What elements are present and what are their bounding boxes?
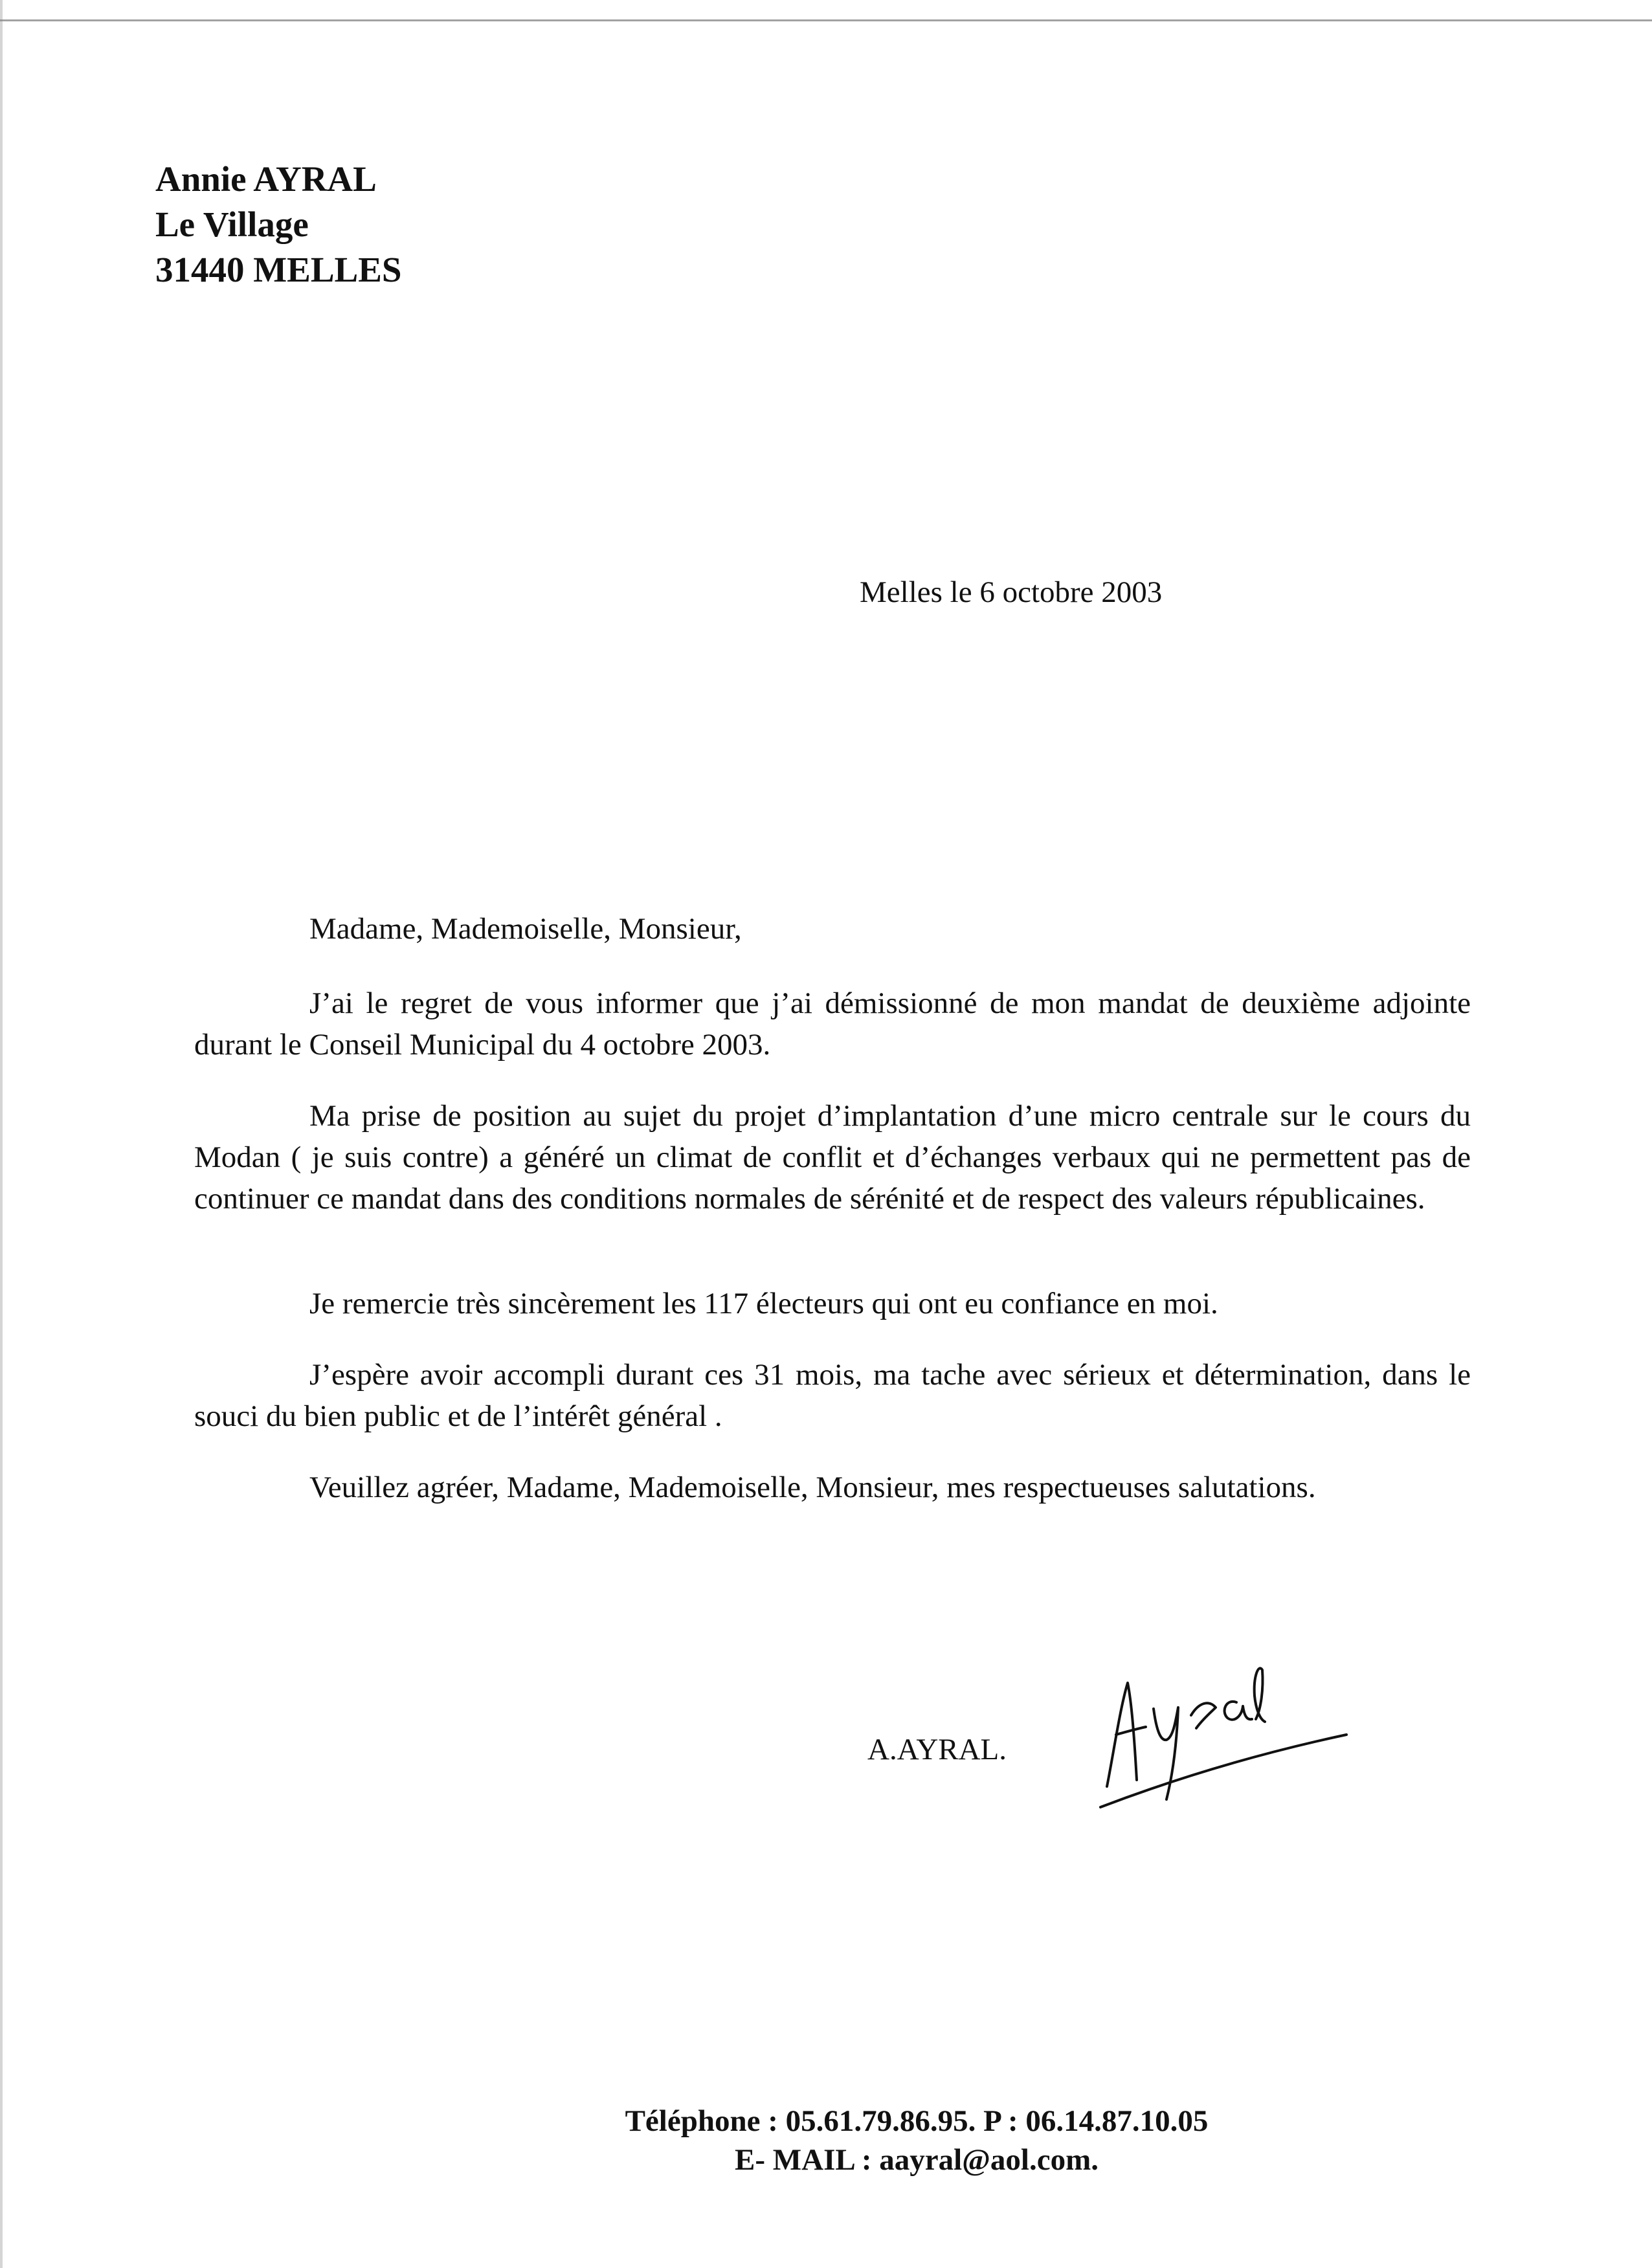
body-paragraph: J’espère avoir accompli durant ces 31 mois, ma tache avec sérieux et détermination, dans le souci du bien public et de l’intérêt général . <box>194 1358 1471 1433</box>
sender-address-line1: Le Village <box>155 205 309 244</box>
sender-name: Annie AYRAL <box>155 159 377 199</box>
letter-date: Melles le 6 octobre 2003 <box>860 575 1163 609</box>
scan-edge-left <box>0 0 3 2268</box>
salutation: Madame, Mademoiselle, Monsieur, <box>309 912 742 946</box>
sender-address-line2: 31440 MELLES <box>155 250 402 289</box>
sender-block <box>155 157 402 293</box>
contact-email: E- MAIL : aayral@aol.com. <box>735 2143 1099 2177</box>
body-paragraph: Veuillez agréer, Madame, Mademoiselle, Monsieur, mes respectueuses salutations. <box>309 1471 1316 1504</box>
scan-edge-top <box>0 19 1652 21</box>
body-paragraph: J’ai le regret de vous informer que j’ai démissionné de mon mandat de deuxième adjointe durant le Conseil Municipal du 4 octobre 2003. <box>194 986 1471 1062</box>
handwritten-signature <box>1094 1657 1353 1825</box>
contact-phone: Téléphone : 05.61.79.86.95. P : 06.14.87.10.05 <box>625 2104 1209 2138</box>
body-paragraph: Je remercie très sincèrement les 117 électeurs qui ont eu confiance en moi. <box>309 1287 1218 1320</box>
signature-printed-name: A.AYRAL. <box>867 1733 1007 1766</box>
body-paragraph: Ma prise de position au sujet du projet d’implantation d’une micro centrale sur le cours du Modan ( je suis contre) a généré un climat de conflit et d’échanges verbaux qui ne permettent pas de continuer ce mandat dans des conditions normales de sérénité et de respect des valeurs républicaines. <box>194 1099 1471 1216</box>
